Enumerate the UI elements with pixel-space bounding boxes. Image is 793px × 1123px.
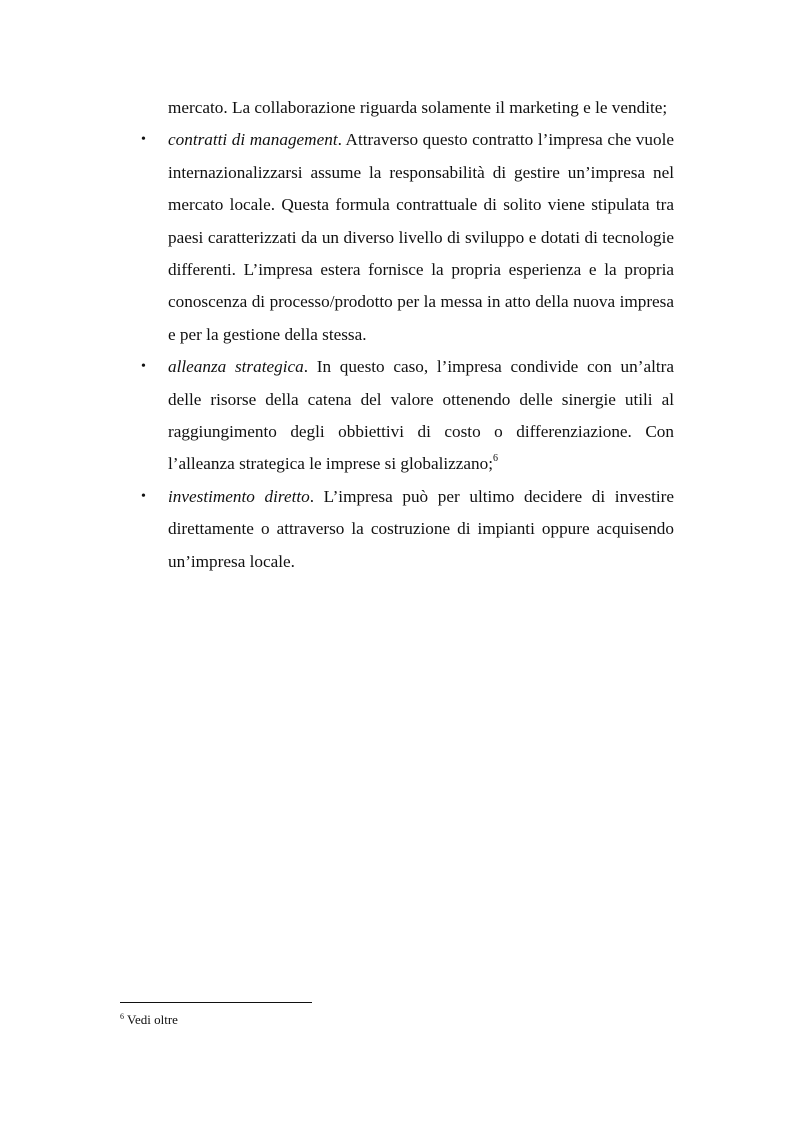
list-item-text: . L’impresa può per ultimo decidere di investire direttamente o attraverso la costruzione di impianti oppure acquisendo un’impresa locale.: [168, 486, 674, 571]
list-item-investimento-diretto: [141, 481, 674, 578]
list-item-alleanza-strategica: [141, 351, 674, 481]
footnote-text: Vedi oltre: [127, 1012, 178, 1027]
footnote: [120, 1012, 178, 1028]
list-item-text: . Attraverso questo contratto l’impresa che vuole internazionalizzarsi assume la responsabilità di gestire un’impresa nel mercato locale. Questa formula contrattuale di solito viene stipulata tra paesi caratterizzati da un diverso livello di sviluppo e dotati di tecnologie differenti. L’impresa estera fornisce la propria esperienza e la propria conoscenza di processo/prodotto per la messa in atto della nuova impresa e per la gestione della stessa.: [168, 130, 674, 344]
list-item-term: contratti di management: [168, 130, 338, 150]
bullet-icon: •: [141, 132, 146, 148]
bullet-icon: •: [141, 488, 146, 504]
bullet-icon: •: [141, 359, 146, 375]
footnote-reference: 6: [492, 453, 498, 465]
continuation-paragraph: mercato. La collaborazione riguarda solamente il marketing e le vendite;: [168, 98, 668, 117]
footnote-number: 6: [120, 1012, 124, 1021]
list-item-text: . In questo caso, l’impresa condivide con un’altra delle risorse della catena del valore ottenendo delle sinergie utili al raggiungimento degli obbiettivi di costo o differenziazione. Con l’alleanza strategica le imprese si globalizzano;: [168, 357, 674, 474]
body-text: [141, 92, 674, 578]
footnote-divider: [120, 1002, 312, 1003]
list-item-contratti-di-management: [141, 124, 674, 351]
list-item-term: alleanza strategica: [168, 357, 304, 377]
list-item-term: investimento diretto: [168, 486, 310, 506]
